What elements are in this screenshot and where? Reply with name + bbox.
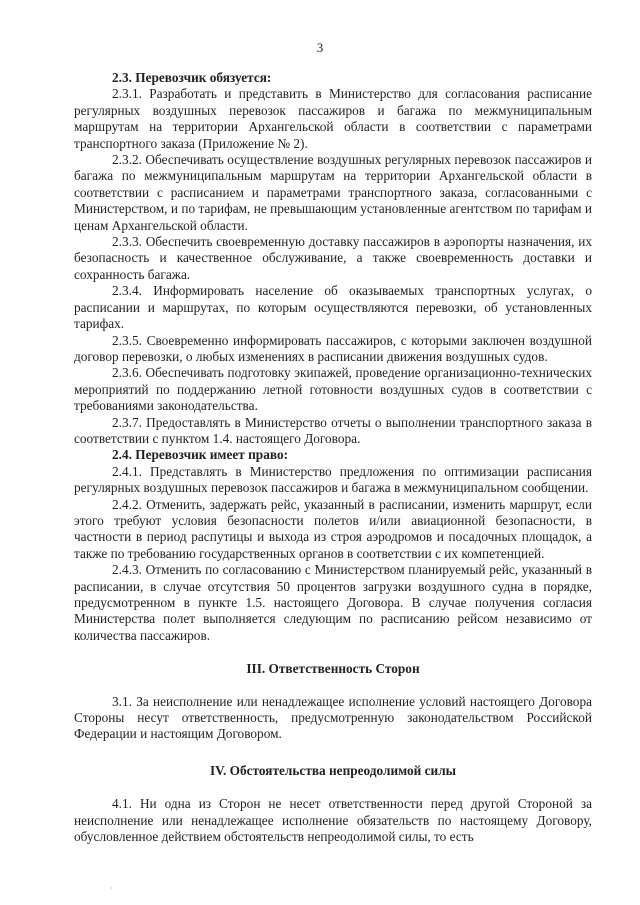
clause-2-3-4: 2.3.4. Информировать население об оказываемых транспортных услугах, о расписании и маршрутах, по которым осуществляются перевозки, об установленных тарифах. [74, 283, 592, 332]
clause-2-3-3: 2.3.3. Обеспечить своевременную доставку пассажиров в аэропорты назначения, их безопасность и качественное обслуживание, а также своевременность доставки и сохранность багажа. [74, 234, 592, 282]
clause-2-3-5: 2.3.5. Своевременно информировать пассажиров, с которыми заключен воздушной договор перевозки, о любых изменениях в расписании движения воздушных судов. [74, 332, 592, 364]
document-body [74, 70, 592, 845]
clause-2-3-7: 2.3.7. Предоставлять в Министерство отчеты о выполнении транспортного заказа в соответствии с пунктом 1.4. настоящего Договора. [74, 414, 592, 446]
section-2-4-heading: 2.4. Перевозчик имеет право: [112, 447, 289, 463]
page-number: 3 [316, 40, 324, 55]
clause-2-3-1: 2.3.1. Разработать и представить в Министерство для согласования расписание регулярных воздушных перевозок пассажиров и багажа по межмуниципальным маршрутам на территории Архангельской области в соответствии с параметрами транспортного заказа (Приложение № 2). [74, 86, 592, 151]
clause-4-1: 4.1. Ни одна из Сторон не несет ответственности перед другой Стороной за неисполнение или ненадлежащее исполнение обязательств по настоящему Договору, обусловленное действием обстоятельств непреодолимой силы, то есть [74, 796, 592, 845]
clause-2-3-2: 2.3.2. Обеспечивать осуществление воздушных регулярных перевозок пассажиров и багажа по межмуниципальным маршрутам на территории Архангельской области в соответствии с расписанием и параметрами транспортного заказа, согласованными с Министерством, и по тарифам, не превышающим установленные агентством по тарифам и ценам Архангельской области. [74, 152, 592, 233]
clause-2-4-3: 2.4.3. Отменить по согласованию с Министерством планируемый рейс, указанный в расписании, в случае отсутствия 50 процентов загрузки воздушного судна в порядке, предусмотренном в пункте 1.5. настоящего Договора. В случае получения согласия Министерства полет выполняется следующим по расписанию рейсом независимо от количества пассажиров. [74, 562, 592, 643]
section-3-title: III. Ответственность Сторон [246, 661, 420, 677]
clause-2-3-6: 2.3.6. Обеспечивать подготовку экипажей, проведение организационно-технических мероприятий по поддержанию летной готовности воздушных судов в соответствии с требованиями законодательства. [74, 365, 592, 414]
scan-speck: · [110, 884, 113, 893]
clause-2-4-1: 2.4.1. Представлять в Министерство предложения по оптимизации расписания регулярных воздушных перевозок пассажиров и багажа в межмуниципальном сообщении. [74, 463, 592, 496]
section-4-title: IV. Обстоятельства непреодолимой силы [209, 762, 457, 778]
section-2-3-heading: 2.3. Перевозчик обязуется: [112, 70, 272, 85]
clause-3-1: 3.1. За неисполнение или ненадлежащее исполнение условий настоящего Договора Стороны несут ответственность, предусмотренную законодательством Российской Федерации и настоящим Договором. [74, 693, 592, 742]
clause-2-4-2: 2.4.2. Отменить, задержать рейс, указанный в расписании, изменить маршрут, если этого требуют условия безопасности полетов и/или авиационной безопасности, в частности в период распутицы и выхода из строя аэродромов и посадочных площадок, а также по требованию государственных органов в соответствии с их компетенцией. [74, 496, 592, 561]
